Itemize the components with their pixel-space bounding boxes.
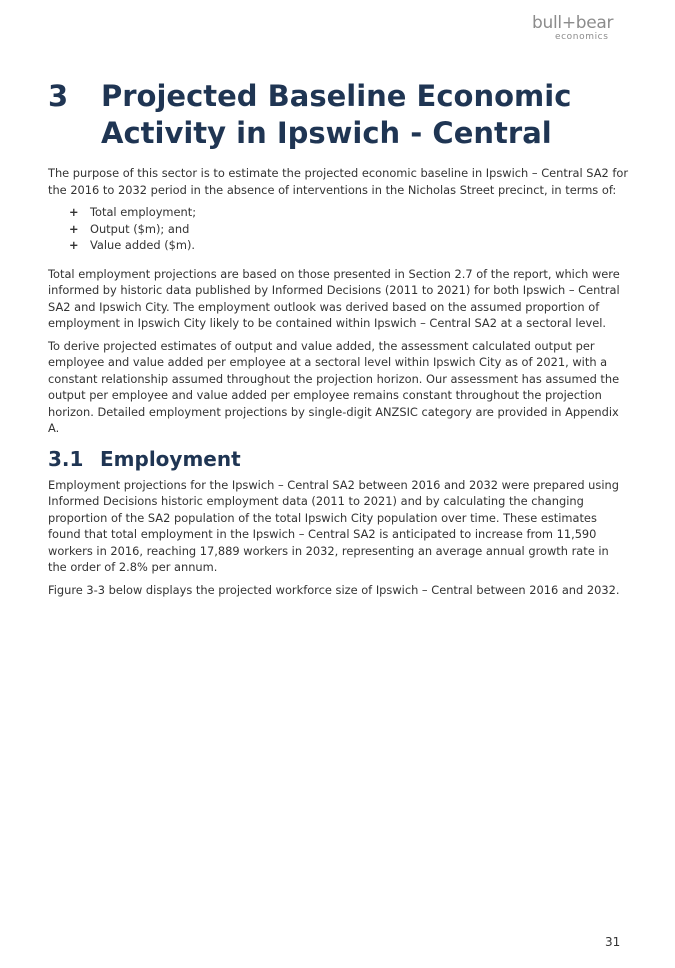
plus-bullet-icon: +: [69, 221, 79, 236]
plus-bullet-icon: +: [69, 238, 79, 252]
paragraph-output-value-added: To derive projected estimates of output and value added, the assessment calculated output per employee and value added per employee at a sectoral level within Ipswich City as of 2021, with a constant relationship assumed throughout the projection horizon. Our assessment has assumed the output per employee and value added per employee remains constant throughout the projection horizon. Detailed employment projections by single-digit ANZSIC category are provided in Appendix A.: [48, 338, 620, 435]
page-number: 31: [605, 935, 621, 949]
section-number: 3.1: [48, 446, 84, 471]
list-item: [48, 221, 630, 238]
section-heading: [48, 445, 630, 473]
plus-bullet-icon: +: [69, 205, 79, 219]
intro-paragraph: The purpose of this sector is to estimate the projected economic baseline in Ipswich – Central SA2 for the 2016 to 2032 period in the absence of interventions in the Nicholas Street precinct, in terms of:: [48, 166, 629, 197]
chapter-number: 3: [48, 79, 69, 113]
bullet-list: [48, 204, 630, 254]
list-item-text: Output ($m); and: [90, 221, 190, 236]
list-item: [48, 237, 630, 254]
logo-word-left: bull: [532, 13, 562, 33]
section-title: Employment: [100, 446, 241, 471]
logo-subtitle: economics: [555, 32, 609, 42]
logo-plus-icon: +: [561, 13, 576, 33]
document-body: [48, 165, 630, 604]
list-item-text: Total employment;: [90, 205, 197, 219]
list-item-text: Value added ($m).: [90, 238, 196, 252]
paragraph-figure-reference: Figure 3-3 below displays the projected workforce size of Ipswich – Central between 2016 and 2032.: [48, 582, 620, 597]
brand-logo: [532, 14, 642, 54]
paragraph-methodology: Total employment projections are based on those presented in Section 2.7 of the report, which were informed by historic data published by Informed Decisions (2011 to 2021) for both Ipswich – Central SA2 and Ipswich City. The employment outlook was derived based on the assumed proportion of employment in Ipswich City likely to be contained within Ipswich – Central SA2 at a sectoral level.: [48, 266, 620, 330]
logo-wordmark: [532, 14, 642, 32]
logo-word-right: bear: [575, 13, 614, 33]
list-item: [48, 204, 630, 221]
chapter-title: Projected Baseline Economic Activity in Ipswich - Central: [101, 79, 572, 150]
paragraph-employment-projections: Employment projections for the Ipswich – Central SA2 between 2016 and 2032 were prepared using Informed Decisions historic employment data (2011 to 2021) and by calculating the changing proportion of the SA2 population of the total Ipswich City population over time. These estimates found that total employment in the Ipswich – Central SA2 is anticipated to increase from 11,590 workers in 2016, reaching 17,889 workers in 2032, representing an average annual growth rate in the order of 2.8% per annum.: [48, 477, 619, 574]
